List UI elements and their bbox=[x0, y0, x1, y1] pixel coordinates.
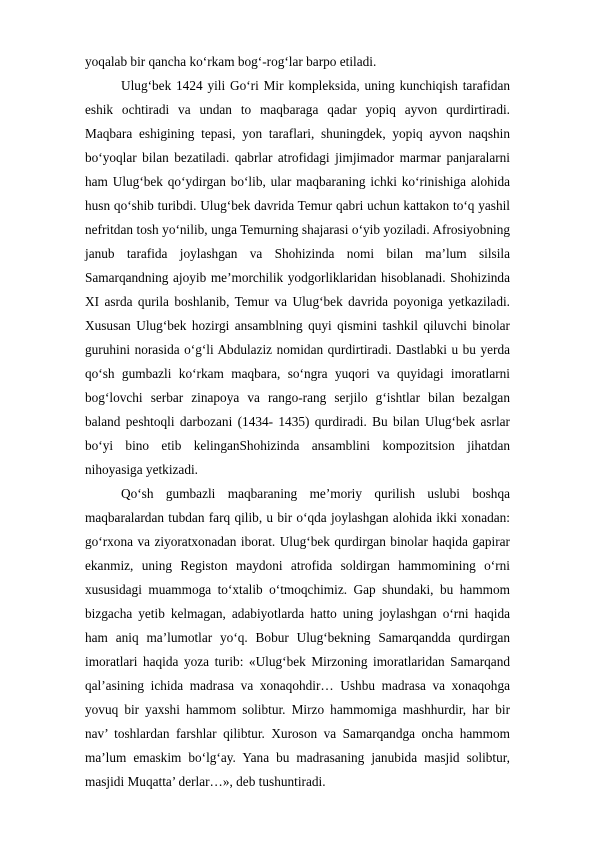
paragraph-1: yoqalab bir qancha ko‘rkam bog‘-rog‘lar barpo etiladi. bbox=[85, 54, 377, 69]
paragraph-3: Qo‘sh gumbazli maqbaraning me’moriy qurilish uslubi boshqa maqbaralardan tubdan farq qilib, u bir o‘qda joylashgan alohida ikki xonadan: go‘rxona va ziyoratxonadan iborat. Ulug‘bek qurdirgan binolar haqida gapirar ekanmiz, uning Registon maydoni atrofida soldirgan hammomining o‘rni xususidagi muammoga to‘xtalib o‘tmoqchimiz. Gap shundaki, bu hammom bizgacha yetib kelmagan, adabiyotlarda hatto uning joylashgan o‘rni haqida ham aniq ma’lumotlar yo‘q. Bobur Ulug‘bekning Samarqandda qurdirgan imoratlari haqida yoza turib: «Ulug‘bek Mirzoning imoratlaridan Samarqand qal’asining ichida madrasa va xonaqohdir… Ushbu madrasa va xonaqohga yovuq bir yaxshi hammom solibtur. Mirzo hammomiga mashhurdir, har bir nav’ toshlardan farshlar qilibtur. Xuroson va Samarqandga oncha hammom ma’lum emaskim bo‘lg‘ay. Yana bu madrasaning janubida masjid solibtur, masjidi Muqatta’ derlar…», deb tushuntiradi. bbox=[85, 486, 510, 789]
paragraph-2: Ulug‘bek 1424 yili Go‘ri Mir kompleksida, uning kunchiqish tarafidan eshik ochtiradi va undan to maqbaraga qadar yopiq ayvon qurdirtiradi. Maqbara eshigining tepasi, yon taraflari, shuningdek, yopiq ayvon naqshin bo‘yoqlar bilan bezatiladi. qabrlar atrofidagi jimjimador marmar panjaralarni ham Ulug‘bek qo‘ydirgan bo‘lib, ular maqbaraning ichki ko‘rinishiga alohida husn qo‘shib turibdi. Ulug‘bek davrida Temur qabri uchun kattakon to‘q yashil nefritdan tosh yo‘nilib, unga Temurning shajarasi o‘yib yoziladi. Afrosiyobning janub tarafida joylashgan va Shohizinda nomi bilan ma’lum silsila Samarqandning ajoyib me’morchilik yodgorliklaridan hisoblanadi. Shohizinda XI asrda qurila boshlanib, Temur va Ulug‘bek davrida poyoniga yetkaziladi. Xususan Ulug‘bek hozirgi ansamblning quyi qismini tashkil qiluvchi binolar guruhini norasida o‘g‘li Abdulaziz nomidan qurdirtiradi. Dastlabki u bu yerda qo‘sh gumbazli ko‘rkam maqbara, so‘ngra yuqori va quyidagi imoratlarni bog‘lovchi serbar zinapoya va rango-rang serjilo g‘ishtlar bilan bezalgan baland peshtoqli darbozani (1434- 1435) qurdiradi. Bu bilan Ulug‘bek asrlar bo‘yi bino etib kelinganShohizinda ansamblini kompozitsion jihatdan nihoyasiga yetkizadi. bbox=[85, 78, 510, 477]
document-page bbox=[85, 50, 510, 794]
